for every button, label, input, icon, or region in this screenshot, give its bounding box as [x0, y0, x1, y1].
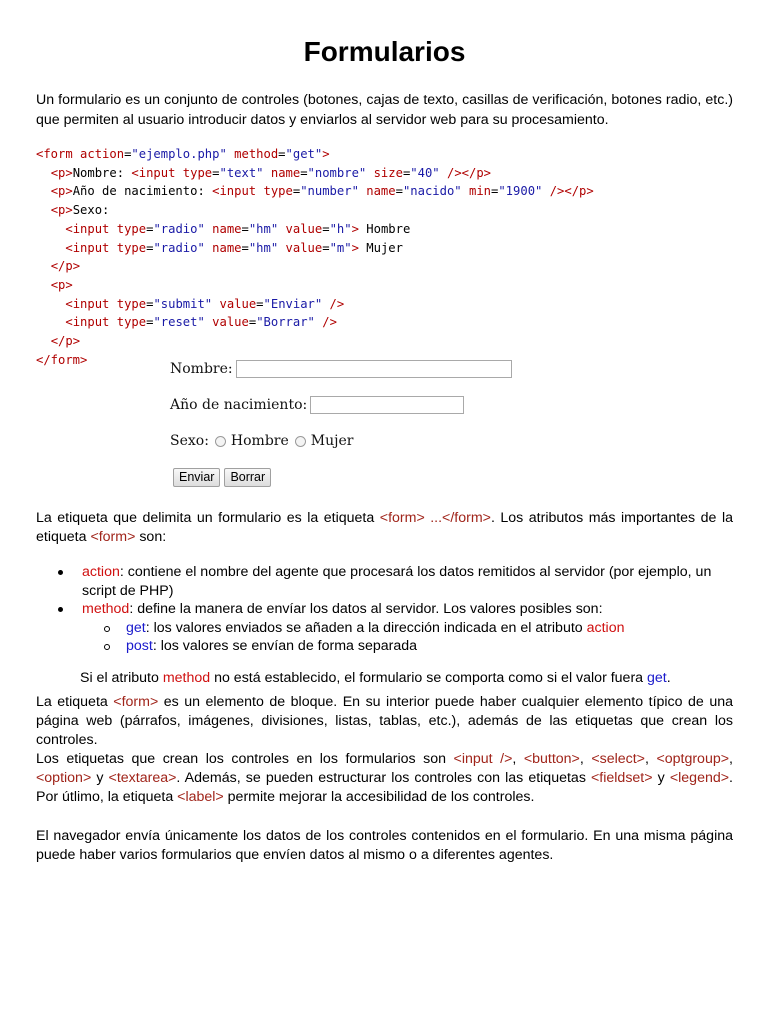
mujer-label: Mujer [310, 433, 354, 449]
enviar-button[interactable]: Enviar [173, 468, 220, 487]
page-title: Formularios [303, 36, 466, 67]
nacido-label: Año de nacimiento: [170, 397, 308, 413]
code-line-2: <p>Nombre: <input type="text" name="nombre" size="40" /></p> [50, 165, 492, 180]
list-item-method: method: define la manera de envíar los datos al servidor. Los valores posibles son: get: los valores enviados se añaden a la dirección indicada en el atributo action post: los valores se envían de forma separada [36, 600, 733, 656]
code-line-4: <p>Sexo: [50, 203, 110, 218]
buttons-row [173, 468, 275, 487]
code-line-11: </p> [50, 334, 81, 349]
hombre-label: Hombre [230, 433, 289, 449]
sexo-label: Sexo: [170, 433, 209, 449]
browser-paragraph: El navegador envía únicamente los datos de los controles contenidos en el formulario. En una misma página puede haber varios formularios que envíen datos al mismo o a diferentes agentes. [36, 828, 733, 863]
intro-paragraph: Un formulario es un conjunto de controles (botones, cajas de texto, casillas de verificación, botones radio, etc.) que permiten al usuario introducir datos y enviarlos al servidor web para su procesamiento. [36, 92, 733, 128]
attributes-list [36, 563, 733, 656]
code-line-9: <input type="submit" value="Enviar" /> [65, 296, 345, 311]
form-tag-paragraph: La etiqueta que delimita un formulario es la etiqueta <form> ...</form>. Los atributos más importantes de la etiqueta <form> son: [36, 510, 733, 545]
mujer-radio[interactable] [295, 436, 306, 447]
list-item-action: action: contiene el nombre del agente que procesará los datos remitidos al servidor (por ejemplo, un script de PHP) [36, 563, 733, 600]
controls-paragraph: Los etiquetas que crean los controles en los formularios son <input />, <button>, <select>, <optgroup>, <option> y <textarea>. Además, se pueden estructurar los controles con las etiquetas <fieldset> y <legend>. Por útlimo, la etiqueta <label> permite mejorar la accesibilidad de los controles. [36, 751, 733, 805]
code-example [36, 145, 594, 369]
borrar-button[interactable]: Borrar [224, 468, 271, 487]
nacido-row [170, 396, 464, 414]
sexo-row [170, 433, 353, 449]
list-item-post: post: los valores se envían de forma separada [82, 637, 733, 656]
code-line-6: <input type="radio" name="hm" value="m"> Mujer [65, 240, 403, 255]
method-values-list [82, 619, 733, 656]
code-line-5: <input type="radio" name="hm" value="h"> Hombre [65, 221, 411, 236]
form-tag-ref: <form> ...</form> [379, 510, 491, 526]
code-line-1: <form action="ejemplo.php" method="get"> [36, 147, 330, 161]
hombre-radio[interactable] [215, 436, 226, 447]
form-tag-ref: <form> [90, 529, 136, 545]
nombre-row [170, 360, 512, 378]
code-line-10: <input type="reset" value="Borrar" /> [65, 315, 337, 330]
nacido-input[interactable] [310, 396, 464, 414]
nombre-label: Nombre: [170, 361, 233, 377]
block-element-paragraph: La etiqueta <form> es un elemento de bloque. En su interior puede haber cualquier elemento típico de una página web (párrafos, imágenes, divisiones, listas, tablas, etc.), además de las etiquetas que crean los controles. [36, 694, 733, 748]
code-line-12: </form> [36, 352, 88, 367]
nombre-input[interactable] [236, 360, 512, 378]
method-default-paragraph: Si el atributo method no está establecido, el formulario se comporta como si el valor fuera get. [80, 670, 671, 686]
code-line-8: <p> [50, 277, 73, 292]
list-item-get: get: los valores enviados se añaden a la dirección indicada en el atributo action [82, 619, 733, 638]
code-line-7: </p> [50, 259, 81, 274]
code-line-3: <p>Año de nacimiento: <input type="number" name="nacido" min="1900" /></p> [50, 184, 594, 199]
